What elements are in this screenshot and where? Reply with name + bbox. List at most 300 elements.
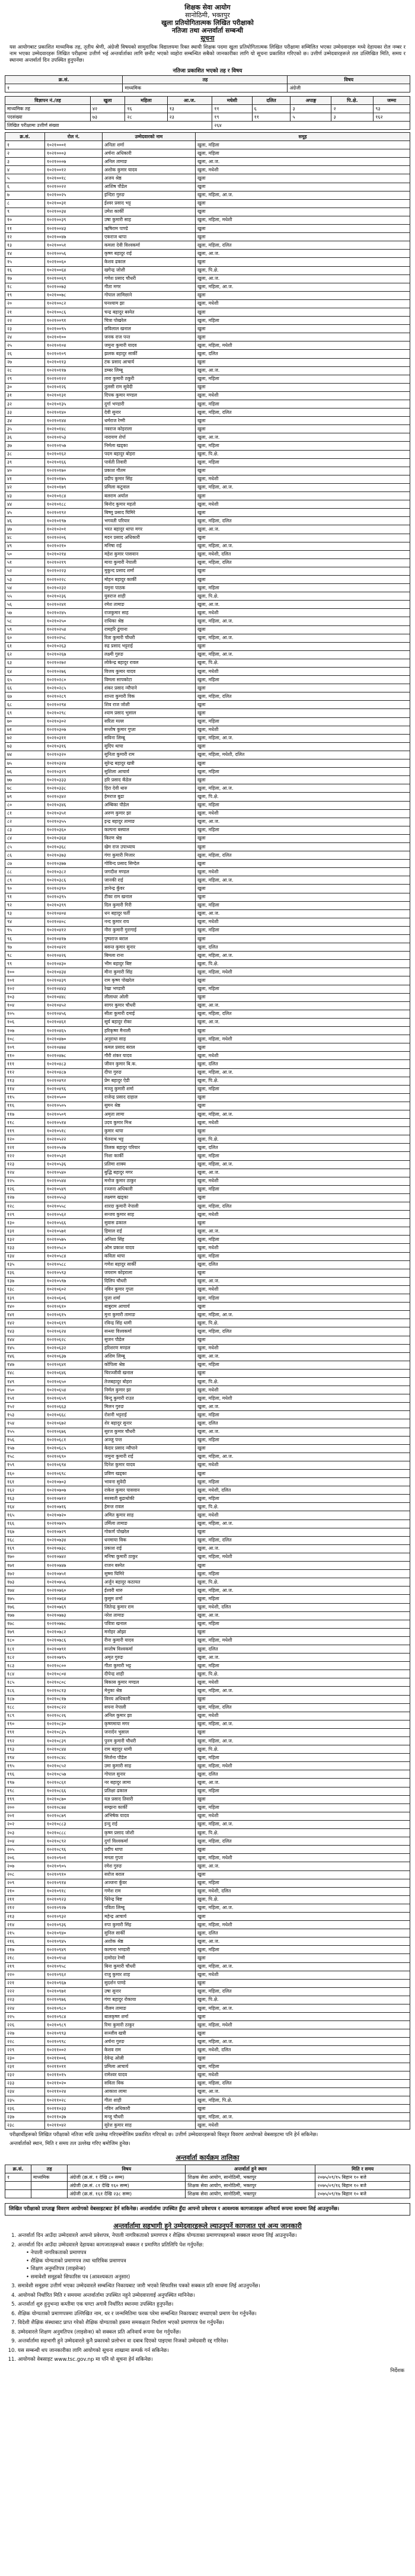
candidate-cell-2: रिमा कुमारी ठाकुर (103, 2021, 196, 2029)
candidate-cell-1: १०२११०४२ (45, 2121, 103, 2130)
candidate-cell-3: खुला, महिला, आ.ज. (196, 1453, 410, 1461)
candidate-row (5, 1052, 410, 1060)
candidate-cell-2: राजन बस्नेत (103, 1562, 196, 1570)
candidate-cell-0: १५६ (5, 1436, 45, 1444)
candidate-row (5, 166, 410, 174)
candidate-cell-3: खुला (196, 492, 410, 500)
candidate-row (5, 483, 410, 491)
vacancy-cell-1: ४२ (90, 105, 125, 113)
candidate-cell-3: खुला, आ.ज. (196, 1227, 410, 1236)
candidate-cell-3: खुला (196, 258, 410, 266)
candidate-cell-1: १०२१०१८८ (45, 500, 103, 509)
candidate-row (5, 1444, 410, 1453)
candidate-cell-1: १०२१०२४५ (45, 609, 103, 617)
candidate-cell-2: यज्ञ प्रसाद तिवारी (103, 1795, 196, 1803)
candidate-cell-0: १७ (5, 274, 45, 283)
candidate-cell-0: ८९ (5, 876, 45, 885)
candidate-cell-3: खुला (196, 174, 410, 183)
candidate-cell-3: खुला (196, 383, 410, 391)
candidate-row (5, 1277, 410, 1285)
candidate-cell-1: १०२१०४६५ (45, 1027, 103, 1035)
candidate-row (5, 818, 410, 826)
candidate-cell-1: १०२१०२५४ (45, 625, 103, 634)
candidate-cell-2: भरत बहादुर थापा मगर (103, 525, 196, 534)
candidate-cell-1: १०२१०२५० (45, 617, 103, 625)
candidate-cell-1: १०२१०१३१ (45, 391, 103, 400)
candidate-cell-3: खुला, महिला (196, 1436, 410, 1444)
candidate-cell-2: श्याम प्रसाद भुसाल (103, 709, 196, 717)
candidate-cell-3: खुला (196, 2029, 410, 2038)
candidate-cell-1: १०२१०१४४ (45, 417, 103, 425)
candidate-cell-1: १०२१०९९८ (45, 2038, 103, 2046)
candidate-cell-3: खुला (196, 1979, 410, 1987)
candidate-cell-0: १७२ (5, 1570, 45, 1578)
candidate-row (5, 1787, 410, 1795)
candidate-cell-2: अशोक श्रेष्ठ (103, 1937, 196, 1946)
candidate-cell-2: अभिषेक यादव (103, 1812, 196, 1820)
candidate-row (5, 1085, 410, 1093)
candidate-cell-0: १८९ (5, 1712, 45, 1720)
candidate-row (5, 2046, 410, 2054)
candidate-cell-1: १०२१०३६४ (45, 834, 103, 842)
candidate-cell-2: चिरञ्जीवी खनाल (103, 1369, 196, 1377)
candidate-cell-1: १०२१०४०८ (45, 918, 103, 926)
candidate-cell-0: २०३ (5, 1829, 45, 1837)
candidate-row (5, 1160, 410, 1169)
candidate-row (5, 2029, 410, 2038)
candidate-cell-0: १२९ (5, 1211, 45, 1219)
candidate-cell-2: भीम बहादुर बिष्ट (103, 960, 196, 968)
candidate-cell-1: १०२१०३०२ (45, 717, 103, 726)
candidate-cell-1: १०२१०७६४ (45, 1595, 103, 1603)
candidate-row (5, 1636, 410, 1645)
candidate-cell-1: १०२१०७९५ (45, 1654, 103, 1662)
candidate-row (5, 534, 410, 542)
candidate-cell-1: १०२१०५८८ (45, 1260, 103, 1269)
candidate-cell-2: मनिषा राई (103, 542, 196, 550)
candidate-row (5, 901, 410, 909)
candidate-cell-3: खुला, महिला, दलित (196, 1327, 410, 1336)
candidate-cell-0: १३८ (5, 1285, 45, 1294)
candidate-cell-0: ३५ (5, 425, 45, 433)
candidate-cell-2: बिष्णु प्रसाद घिमिरे (103, 509, 196, 517)
candidate-row (5, 199, 410, 208)
candidate-cell-2: दुर्गा भण्डारी (103, 400, 196, 408)
candidate-cell-3: खुला, दलित (196, 1770, 410, 1779)
instruction-item: 5. अन्तर्वार्ता शुरु हुनुभन्दा कम्तीमा एक घण्टा अगावै निर्धारित स्थानमा उपस्थित हुनुपर्नेछ। (18, 2302, 410, 2309)
candidate-cell-2: दीपा गुरुङ (103, 1068, 196, 1077)
candidate-cell-1: १०२१००१८ (45, 174, 103, 183)
candidate-cell-2: राकेश कुमार पासवान (103, 1486, 196, 1495)
candidate-cell-2: उदय कुमार मिश्र (103, 1119, 196, 1127)
candidate-row (5, 1185, 410, 1193)
candidate-cell-0: १५७ (5, 1444, 45, 1453)
candidate-cell-3: खुला (196, 417, 410, 425)
candidate-cell-0: १०६ (5, 1018, 45, 1026)
candidate-row (5, 467, 410, 475)
candidate-cell-2: प्रमिला आचार्य (103, 2063, 196, 2071)
candidate-cell-0: १२३ (5, 1160, 45, 1169)
candidate-cell-0: १६६ (5, 1520, 45, 1528)
candidate-row (5, 1018, 410, 1026)
candidate-row (5, 1202, 410, 1211)
candidate-cell-1: १०२१०५२२ (45, 1135, 103, 1144)
candidate-cell-2: इन्द्र बहादुर तामाङ (103, 818, 196, 826)
candidate-cell-0: १९४ (5, 1754, 45, 1762)
candidate-cell-3: खुला (196, 567, 410, 575)
candidate-cell-3: खुला (196, 1027, 410, 1035)
candidate-cell-2: आशिष पौडेल (103, 183, 196, 191)
candidate-row (5, 517, 410, 525)
candidate-cell-3: खुला, महिला (196, 1570, 410, 1578)
candidate-cell-2: डम्बर लिम्बू (103, 366, 196, 375)
candidate-cell-1: १०२१०७८२ (45, 1628, 103, 1636)
candidate-cell-0: २३८ (5, 2121, 45, 2130)
candidate-row (5, 1854, 410, 1862)
candidate-cell-2: देवी सुनार (103, 408, 196, 417)
candidate-cell-1: १०२१०८४४ (45, 1745, 103, 1754)
candidate-cell-1: १०२१०८७४ (45, 1803, 103, 1812)
boxed-note: लिखित परीक्षाको प्राप्ताङ्क विवरण आयोगको वेबसाइटबाट हेर्न सकिनेछ। अन्तर्वार्तामा उपस्थित हुँदा आफ्नो प्रवेशपत्र र आवश्यक कागजातहरू अनिवार्य रूपमा साथमा लिई आउनुपर्नेछ। (5, 2203, 410, 2216)
candidate-cell-1: १०२१०८९६ (45, 1846, 103, 1854)
candidate-cell-3: खुला (196, 2013, 410, 2021)
candidate-row (5, 191, 410, 199)
candidate-cell-0: १७५ (5, 1595, 45, 1603)
candidate-cell-0: २२२ (5, 1987, 45, 1996)
candidate-cell-1: १०२१०८६१ (45, 1779, 103, 1787)
candidate-row (5, 1820, 410, 1828)
candidate-cell-1: १०२११००२ (45, 2046, 103, 2054)
candidate-cell-2: सीता कुमारी दमाई (103, 1010, 196, 1018)
candidate-cell-3: खुला, मधेशी (196, 1211, 410, 1219)
candidate-cell-3: खुला, महिला, मधेशी (196, 968, 410, 976)
candidate-cell-1: १०२१०९०५ (45, 1862, 103, 1870)
candidate-cell-2: गणेश राम (103, 1887, 196, 1895)
candidate-cell-3: खुला, आ.ज. (196, 366, 410, 375)
candidate-row (5, 358, 410, 366)
candidate-row (5, 709, 410, 717)
instruction-subitem: • नेपाली नागरिकताको प्रमाणपत्र (26, 2250, 87, 2256)
candidate-row (5, 659, 410, 667)
candidate-cell-3: खुला, महिला, आ.ज. (196, 634, 410, 642)
candidate-row (5, 952, 410, 960)
candidate-cell-1: १०२१०३५१ (45, 809, 103, 818)
candidate-cell-0: १६१ (5, 1478, 45, 1486)
candidate-cell-0: १५१ (5, 1394, 45, 1403)
candidate-cell-2: मनोहर ओझा (103, 1628, 196, 1636)
candidate-cell-0: १८६ (5, 1687, 45, 1695)
candidate-cell-0: १३३ (5, 1244, 45, 1252)
candidate-cell-3: खुला, महिला, आ.ज. (196, 1720, 410, 1728)
candidate-cell-1: १०२१०३८२ (45, 868, 103, 876)
candidate-cell-1: १०२१०५१८ (45, 1127, 103, 1135)
schedule-cell-3: शिक्षक सेवा आयोग, सानोठिमी, भक्तपुर (186, 2190, 315, 2198)
candidate-cell-0: १८२ (5, 1654, 45, 1662)
candidate-cell-0: १७१ (5, 1562, 45, 1570)
candidate-row (5, 408, 410, 417)
candidate-row (5, 734, 410, 742)
candidate-cell-3: खुला, पि.क्षे. (196, 1319, 410, 1327)
candidate-row (5, 926, 410, 934)
candidate-row (5, 1144, 410, 1152)
candidate-cell-1: १०२१०६३२ (45, 1344, 103, 1352)
candidate-cell-2: खेम राज उपाध्याय (103, 842, 196, 851)
candidate-cell-1: १०२१००२२ (45, 183, 103, 191)
candidate-cell-3: खुला, आ.ज. (196, 433, 410, 442)
candidate-row (5, 1946, 410, 1954)
candidate-header-1: रोल नं. (45, 133, 103, 141)
candidate-cell-1: १०२१०५६६ (45, 1219, 103, 1227)
candidate-cell-0: १२७ (5, 1193, 45, 1202)
candidate-cell-0: ८६ (5, 851, 45, 860)
candidate-cell-1: १०२१०११७ (45, 366, 103, 375)
candidate-row (5, 141, 410, 149)
candidate-cell-0: १४४ (5, 1336, 45, 1344)
candidate-row (5, 1720, 410, 1728)
candidate-cell-1: १०२१०४४८ (45, 993, 103, 1001)
vacancy-cell-0: पदसंख्या (5, 113, 91, 122)
candidate-cell-2: सपना नेपाली (103, 1703, 196, 1712)
candidate-cell-2: लीलाधर ओली (103, 993, 196, 1001)
candidate-cell-2: दुर्गा विश्वकर्मा (103, 1837, 196, 1846)
candidate-cell-3: खुला (196, 1628, 410, 1636)
instruction-item: 10. यस सम्बन्धी थप जानकारीका लागि आयोगको सूचना शाखामा सम्पर्क गर्न सकिनेछ। (18, 2348, 410, 2355)
schedule-cell-0 (5, 2190, 31, 2198)
candidate-cell-2: जनक राज पन्त (103, 333, 196, 341)
candidate-row (5, 1035, 410, 1043)
candidate-cell-0: १९३ (5, 1745, 45, 1754)
candidate-cell-1: १०२१०२०१ (45, 525, 103, 534)
candidate-cell-1: १०२१०२३६ (45, 592, 103, 601)
schedule-cell-2: अंग्रेजी (क्र.सं. ८१ देखि १६० सम्म) (68, 2182, 186, 2190)
candidate-cell-0: ६५ (5, 676, 45, 684)
vacancy-header-1: खुला (90, 97, 125, 105)
candidate-cell-3: खुला, महिला (196, 1879, 410, 1887)
subject-cell-0: १ (5, 84, 123, 92)
candidate-row (5, 1812, 410, 1820)
schedule-row (5, 2173, 410, 2182)
candidate-cell-3: खुला (196, 860, 410, 868)
candidate-cell-0: १११ (5, 1060, 45, 1068)
candidate-cell-2: सुमन श्रेष्ठ (103, 1102, 196, 1110)
candidate-cell-3: खुला, महिला, आ.ज. (196, 2113, 410, 2121)
candidate-row (5, 1419, 410, 1428)
candidate-cell-3: खुला, आ.ज. (196, 1352, 410, 1361)
candidate-cell-3: खुला, मधेशी (196, 1461, 410, 1469)
candidate-header-3: समूह (196, 133, 410, 141)
candidate-cell-1: १०२१०६२४ (45, 1327, 103, 1336)
candidate-cell-1: १०२१०९३२ (45, 1912, 103, 1920)
candidate-row (5, 567, 410, 575)
candidate-cell-0: १६४ (5, 1503, 45, 1511)
candidate-cell-1: १०२१०६०६ (45, 1294, 103, 1303)
vacancy-cell-5: ६ (252, 105, 290, 113)
candidate-cell-2: सुरेन्द्र बहादुर खत्री (103, 759, 196, 768)
schedule-cell-3: शिक्षक सेवा आयोग, सानोठिमी, भक्तपुर (186, 2173, 315, 2182)
candidate-row (5, 1436, 410, 1444)
candidate-cell-3: खुला, महिला, मधेशी (196, 1854, 410, 1862)
candidate-cell-3: खुला, मधेशी (196, 1344, 410, 1352)
candidate-cell-0: १०९ (5, 1043, 45, 1052)
candidate-cell-0: १९८ (5, 1787, 45, 1795)
schedule-header-1: तह (31, 2165, 68, 2173)
candidate-cell-2: युवराज शाही (103, 592, 196, 601)
candidate-row (5, 1135, 410, 1144)
schedule-cell-0: १ (5, 2173, 31, 2182)
candidate-row (5, 1620, 410, 1628)
candidate-cell-0: २२६ (5, 2021, 45, 2029)
candidate-cell-3: खुला (196, 625, 410, 634)
candidate-row (5, 158, 410, 166)
candidate-row (5, 558, 410, 567)
candidate-cell-1: १०२१०७०३ (45, 1478, 103, 1486)
candidate-cell-1: १०२१०९३६ (45, 1921, 103, 1929)
candidate-row (5, 1361, 410, 1369)
candidate-cell-3: खुला (196, 1444, 410, 1453)
candidate-cell-2: चन्द्र बहादुर बस्नेत (103, 308, 196, 316)
candidate-row (5, 1611, 410, 1620)
candidate-cell-0: १७७ (5, 1611, 45, 1620)
schedule-title: अन्तर्वार्ता कार्यक्रम तालिका (175, 2154, 240, 2162)
candidate-cell-1: १०२१००८६ (45, 308, 103, 316)
candidate-cell-0: १४५ (5, 1344, 45, 1352)
candidate-cell-0: १६९ (5, 1544, 45, 1553)
candidate-row (5, 542, 410, 550)
candidate-cell-2: राम बहादुर धामी (103, 1745, 196, 1754)
candidate-cell-3: खुला, महिला, दलित (196, 1536, 410, 1544)
instruction-item: 6. शैक्षिक योग्यताको प्रमाणपत्रमा उल्लिखित नाम, थर र जन्ममितिमा फरक परेमा सम्बन्धित निकायबाट सच्याएको प्रमाण पेश गर्नुपर्नेछ। (18, 2311, 410, 2318)
candidate-cell-2: गंगा बहादुर रोकाया (103, 1996, 196, 2004)
candidate-cell-3: खुला, मधेशी (196, 299, 410, 308)
candidate-cell-1: १०२१००२५ (45, 191, 103, 199)
candidate-cell-1: १०२१०७७८ (45, 1620, 103, 1628)
candidate-cell-3: खुला, मधेशी (196, 668, 410, 676)
candidate-cell-1: १०२१०३१६ (45, 742, 103, 751)
candidate-cell-0: ११० (5, 1052, 45, 1060)
candidate-cell-1: १०२१०३९९ (45, 901, 103, 909)
candidate-cell-0: १६ (5, 266, 45, 274)
candidate-cell-0: ११ (5, 225, 45, 233)
candidate-cell-0: ८१ (5, 809, 45, 818)
instruction-item: 2. अन्तर्वार्ता दिन आउँदा उम्मेदवारले देहायका कागजातहरूको सक्कल र प्रमाणित प्रतिलिपि पेश गर्नुपर्नेछ: • नेपाली नागरिकताको प्रमाणपत्र • शैक्षिक योग्यताको प्रमाणपत्र तथा चारित्रिक प्रमाणपत्र • शिक्षण अनुमतिपत्र (लाइसेन्स) • समावेशी समूहको सिफारिस पत्र (आवश्यकता अनुसार) (18, 2242, 410, 2281)
candidate-cell-0: १३५ (5, 1260, 45, 1269)
candidate-cell-0: ६४ (5, 668, 45, 676)
candidate-cell-3: खुला, पि.क्षे. (196, 266, 410, 274)
candidate-cell-1: १०२१०७६९ (45, 1603, 103, 1611)
candidate-cell-3: खुला (196, 1269, 410, 1277)
candidate-cell-3: खुला, महिला, मधेशी (196, 1553, 410, 1561)
candidate-cell-3: खुला, महिला, दलित (196, 851, 410, 860)
candidate-cell-0: २१९ (5, 1962, 45, 1971)
candidate-cell-2: देवेन्द्र ओली (103, 2054, 196, 2063)
candidate-cell-2: कमला देवी विश्वकर्मा (103, 241, 196, 250)
candidate-cell-0: १३ (5, 241, 45, 250)
candidate-row (5, 1678, 410, 1687)
candidate-cell-1: १०२१०१०४ (45, 341, 103, 350)
candidate-cell-1: १०२१०९६७ (45, 1979, 103, 1987)
candidate-cell-0: ६६ (5, 684, 45, 692)
candidate-cell-0: १७० (5, 1553, 45, 1561)
candidate-cell-3: खुला, महिला, मधेशी (196, 341, 410, 350)
candidate-cell-3: खुला, महिला, दलित (196, 1987, 410, 1996)
candidate-row (5, 183, 410, 191)
candidate-cell-0: ४ (5, 166, 45, 174)
candidate-cell-3: खुला, महिला (196, 584, 410, 592)
candidate-cell-0: १०५ (5, 1010, 45, 1018)
candidate-cell-1: १०२१०१४८ (45, 425, 103, 433)
candidate-cell-2: दामोदर रेग्मी (103, 1954, 196, 1962)
subject-header-0: क्र.सं. (5, 76, 123, 84)
candidate-cell-2: टीका राम खनाल (103, 893, 196, 901)
candidate-cell-3: खुला (196, 1336, 410, 1344)
candidate-cell-0: २३० (5, 2054, 45, 2063)
candidate-cell-0: १७८ (5, 1620, 45, 1628)
candidate-cell-1: १०२१०२१९ (45, 558, 103, 567)
candidate-cell-0: १६७ (5, 1528, 45, 1536)
candidate-row (5, 1227, 410, 1236)
candidate-cell-0: ६२ (5, 650, 45, 659)
candidate-cell-0: ४७ (5, 525, 45, 534)
candidate-cell-1: १०२१०७०७ (45, 1486, 103, 1495)
candidate-row (5, 1628, 410, 1636)
candidate-cell-0: ७ (5, 191, 45, 199)
candidate-cell-3: खुला, आ.ज. (196, 274, 410, 283)
candidate-row (5, 676, 410, 684)
candidate-cell-3: खुला, महिला, आ.ज. (196, 784, 410, 793)
candidate-cell-1: १०२१००९१ (45, 317, 103, 325)
candidate-cell-2: चित्रा पोखरेल (103, 317, 196, 325)
candidate-cell-2: राम कृष्ण पोखरेल (103, 976, 196, 985)
candidate-cell-2: केशव ढकाल (103, 258, 196, 266)
candidate-row (5, 960, 410, 968)
candidate-cell-3: खुला, महिला, मधेशी (196, 1921, 410, 1929)
candidate-cell-2: लक्ष्मण खड्का (103, 1193, 196, 1202)
candidate-cell-2: अनिशा सिंह (103, 1236, 196, 1244)
candidate-row (5, 1553, 410, 1561)
candidate-cell-0: ६० (5, 634, 45, 642)
candidate-row (5, 1929, 410, 1937)
candidate-cell-2: नविन अधिकारी (103, 2105, 196, 2113)
candidate-cell-3: खुला, मधेशी (196, 1386, 410, 1394)
candidate-cell-0: १९५ (5, 1762, 45, 1770)
candidate-cell-0: १८८ (5, 1703, 45, 1712)
candidate-row (5, 1695, 410, 1703)
candidate-cell-0: ३ (5, 158, 45, 166)
candidate-cell-1: १०२१०३२४ (45, 759, 103, 768)
candidate-cell-0: २२९ (5, 2046, 45, 2054)
candidate-cell-1: १०२१००६४ (45, 266, 103, 274)
candidate-cell-2: रमेश तामाङ (103, 601, 196, 609)
candidate-cell-0: १९२ (5, 1737, 45, 1745)
candidate-cell-0: २० (5, 299, 45, 308)
candidate-cell-2: अनिल तामाङ (103, 158, 196, 166)
candidate-cell-0: ५ (5, 174, 45, 183)
candidate-cell-2: प्रतिमा शाक्य (103, 1160, 196, 1169)
candidate-cell-0: १२८ (5, 1202, 45, 1211)
candidate-cell-2: जमुना कुमारी राई (103, 1453, 196, 1461)
instruction-item: 3. समावेशी समूहमा उत्तीर्ण भएका उम्मेदवारले सम्बन्धित निकायबाट जारी भएको सिफारिस पत्रको सक्कल प्रति साथमा लिई आउनुपर्नेछ। (18, 2283, 410, 2290)
candidate-cell-1: १०२१०२९८ (45, 709, 103, 717)
candidate-cell-1: १०२१०५९३ (45, 1269, 103, 1277)
candidate-row (5, 2021, 410, 2029)
candidate-row (5, 985, 410, 993)
candidate-row (5, 609, 410, 617)
candidate-cell-1: १०२१००५६ (45, 250, 103, 258)
candidate-cell-0: ९५ (5, 926, 45, 934)
schedule-row (5, 2182, 410, 2190)
candidate-cell-0: १५९ (5, 1461, 45, 1469)
candidate-cell-2: सुदिप थापा (103, 742, 196, 751)
